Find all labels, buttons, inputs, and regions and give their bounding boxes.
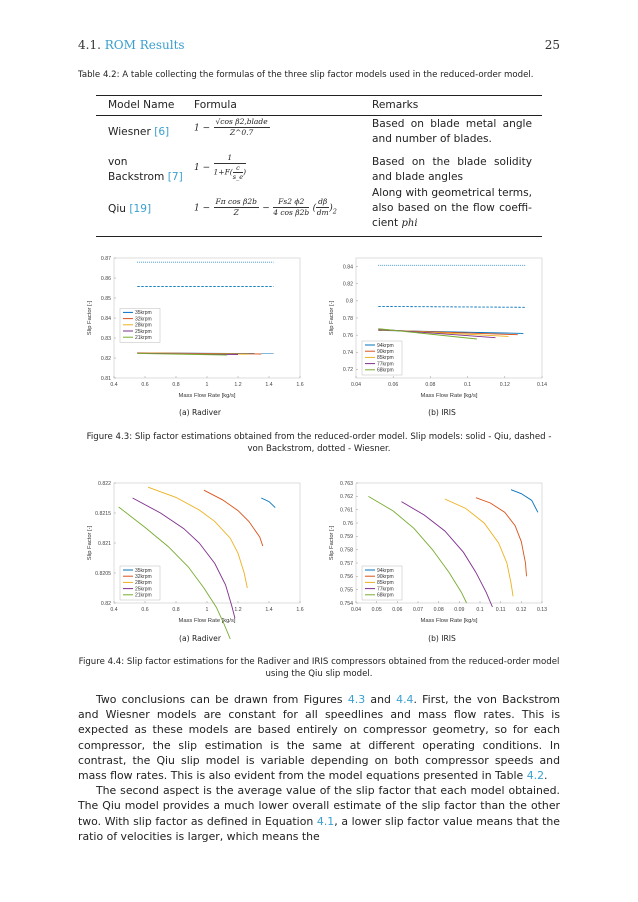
legend-label: 28krpm (135, 322, 152, 329)
table-row-qiu-remarks: Along with geometrical terms, also based on the flow coeffi-cient phi (372, 187, 533, 229)
y-tick-label: 0.72 (342, 367, 353, 374)
y-tick-label: 0.83 (100, 335, 111, 342)
table-caption: Table 4.2: A table collecting the formulas of the three slip factor models used in the reduced-order model. (78, 70, 534, 80)
legend-label: 32krpm (135, 574, 152, 580)
body-text (78, 692, 560, 844)
x-tick-label: 0.06 (388, 382, 399, 388)
y-tick-label: 0.86 (100, 275, 111, 282)
y-tick-label: 0.759 (340, 534, 353, 541)
y-axis-label: Slip Factor [-] (329, 300, 335, 336)
y-tick-label: 0.8 (345, 298, 353, 305)
fig43a-subcaption: (a) Radiver (179, 408, 221, 417)
table-row-qiu-name: Qiu [19] (108, 203, 152, 215)
legend-label: 25krpm (135, 328, 152, 335)
formula-qiu: 1 − $\frac{\text{Fπ cos β2b}}{Z}$ − $\frac{Fs2 \phi 2}{\text{4 cos β2b}}$ ( $\frac{d\beta}{dm}$ )$_2$ (194, 197, 337, 217)
y-axis-label: Slip Factor [-] (87, 300, 93, 336)
fig43b-subcaption: (b) IRIS (428, 408, 456, 417)
y-tick-label: 0.761 (340, 507, 353, 514)
x-tick-label: 0.8 (172, 607, 180, 613)
fig44a-subcaption: (a) Radiver (179, 634, 221, 643)
citation-link[interactable]: [6] (154, 126, 170, 138)
x-tick-label: 0.04 (350, 382, 362, 388)
y-tick-label: 0.82 (342, 281, 353, 288)
y-tick-label: 0.82 (100, 355, 111, 362)
x-tick-label: 0.13 (536, 607, 548, 613)
x-axis-label: Mass Flow Rate [kg/s] (178, 393, 236, 399)
fig44b-subcaption: (b) IRIS (428, 634, 456, 643)
running-header (78, 38, 560, 56)
x-tick-label: 0.1 (463, 382, 472, 388)
chart-fig43a-radiver-slip (82, 252, 308, 400)
table-mid-rule (96, 115, 542, 116)
figure-ref-link[interactable]: 4.3 (347, 693, 366, 706)
x-axis-label: Mass Flow Rate [kg/s] (420, 618, 478, 624)
x-tick-label: 0.08 (425, 382, 436, 388)
legend-label: 32krpm (135, 316, 152, 323)
y-axis-label: Slip Factor [-] (329, 525, 335, 561)
x-tick-label: 1.6 (296, 382, 304, 388)
y-tick-label: 0.756 (340, 574, 353, 581)
table-row-vonbackstrom-remarks: Based on the blade solidity and blade angles (372, 156, 532, 183)
x-tick-label: 0.11 (495, 607, 506, 613)
table-ref-link[interactable]: 4.2 (526, 769, 545, 783)
legend-label: 77krpm (377, 586, 394, 593)
formula-wiesner: 1 − $\frac{\text{√cos β2,blade}}{Z\^{}0.7}$ (194, 117, 268, 137)
legend-label: 21krpm (135, 335, 152, 341)
y-tick-label: 0.8205 (95, 570, 111, 577)
paragraph-1: Two conclusions can be drawn from Figures 4.3 and 4.4. First, the von Backstrom and Wiesner models are constant for all speedlines and mass flow rates. This is expected as these models are based entirely on compressor geometry, so for each compressor, the slip estimation is the same at different operating conditions. In contrast, the Qiu slip model is variable depending on both compressor speeds and mass flow rates. This is also evident from the model equations presented in Table 4.2. (78, 693, 561, 783)
table-top-rule (96, 95, 542, 96)
x-tick-label: 0.05 (371, 607, 382, 613)
fig43b-svg (324, 252, 550, 400)
y-tick-label: 0.755 (340, 587, 353, 594)
y-tick-label: 0.762 (340, 494, 353, 501)
y-axis-label: Slip Factor [-] (87, 525, 93, 561)
x-tick-label: 1 (205, 382, 209, 388)
table-header-formula: Formula (194, 99, 237, 111)
y-tick-label: 0.84 (342, 264, 353, 271)
fig44a-svg (82, 477, 308, 625)
legend-label: 35krpm (135, 567, 152, 574)
x-tick-label: 0.08 (433, 607, 444, 613)
x-tick-label: 1.4 (265, 607, 273, 613)
x-tick-label: 0.12 (499, 382, 510, 388)
legend-label: 68krpm (377, 367, 394, 374)
legend-label: 94krpm (377, 342, 394, 349)
section-heading: 4.1. ROM Results (78, 38, 185, 52)
table-row-wiesner-remarks: Based on blade metal angle and number of blades. (372, 118, 532, 145)
y-tick-label: 0.82 (100, 600, 111, 607)
y-tick-label: 0.84 (100, 315, 111, 322)
x-tick-label: 0.4 (110, 607, 118, 613)
y-tick-label: 0.87 (100, 255, 111, 262)
x-tick-label: 0.4 (110, 382, 118, 388)
x-tick-label: 1.6 (296, 607, 304, 613)
x-tick-label: 0.04 (350, 607, 362, 613)
formula-vonbackstrom: 1 − 1 1+F( $\frac{c}{s\_e}$ ) (194, 153, 247, 181)
legend-label: 35krpm (135, 310, 152, 317)
fig44b-svg (324, 477, 550, 625)
x-tick-label: 0.14 (536, 382, 548, 388)
y-tick-label: 0.81 (100, 375, 111, 382)
table-header-remarks: Remarks (372, 99, 419, 111)
y-tick-label: 0.76 (342, 332, 353, 339)
y-tick-label: 0.74 (342, 350, 353, 357)
phi-symbol: phi (401, 218, 418, 229)
y-tick-label: 0.8215 (95, 510, 111, 517)
legend-label: 68krpm (377, 592, 394, 599)
x-tick-label: 0.07 (412, 607, 424, 613)
y-tick-label: 0.754 (340, 600, 353, 607)
x-tick-label: 0.6 (141, 607, 149, 613)
figure-4-4-caption: Figure 4.4: Slip factor estimations for the Radiver and IRIS compressors obtained from the reduced-order model using the Qiu slip model. (78, 657, 560, 679)
legend-label: 94krpm (377, 567, 394, 574)
x-tick-label: 1.4 (265, 382, 273, 388)
x-axis-label: Mass Flow Rate [kg/s] (178, 618, 236, 624)
y-tick-label: 0.758 (340, 547, 353, 554)
citation-link[interactable]: [7] (167, 171, 183, 183)
y-tick-label: 0.757 (340, 560, 353, 567)
fig43a-svg (82, 252, 308, 400)
table-row-vonbackstrom-name: von Backstrom [7] (108, 156, 183, 183)
chart-fig43b-iris-slip (324, 252, 550, 400)
legend-label: 90krpm (377, 574, 394, 580)
x-tick-label: 0.09 (454, 607, 465, 613)
chart-fig44b-iris-qiu (324, 477, 550, 625)
x-tick-label: 1.2 (234, 607, 242, 613)
y-tick-label: 0.763 (340, 480, 353, 487)
x-tick-label: 0.8 (172, 382, 180, 388)
x-tick-label: 1.2 (234, 382, 242, 388)
table-row-wiesner-name: Wiesner [6] (108, 126, 170, 138)
legend-label: 28krpm (135, 580, 152, 587)
legend-label: 25krpm (135, 586, 152, 593)
x-tick-label: 0.1 (476, 607, 484, 613)
y-tick-label: 0.822 (98, 480, 111, 487)
page-number: 25 (544, 38, 560, 52)
legend-label: 21krpm (135, 592, 152, 599)
x-tick-label: 1 (205, 607, 209, 613)
y-tick-label: 0.85 (100, 295, 111, 302)
y-tick-label: 0.821 (98, 540, 111, 547)
x-tick-label: 0.12 (516, 607, 527, 613)
legend-label: 85krpm (377, 580, 394, 587)
x-tick-label: 0.6 (141, 382, 149, 388)
x-axis-label: Mass Flow Rate [kg/s] (420, 393, 478, 399)
y-tick-label: 0.76 (342, 520, 353, 527)
figure-ref-link[interactable]: 4.4 (396, 693, 414, 706)
legend-label: 90krpm (377, 349, 394, 355)
x-tick-label: 0.06 (392, 607, 403, 613)
table-bottom-rule (96, 236, 542, 237)
table-header-model: Model Name (108, 99, 175, 111)
equation-ref-link[interactable]: 4.1 (316, 814, 335, 828)
citation-link[interactable]: [19] (129, 203, 152, 215)
figure-4-3-caption: Figure 4.3: Slip factor estimations obtained from the reduced-order model. Slip models: solid - Qiu, dashed - von Backstrom, dotted - Wiesner. (86, 432, 552, 454)
paragraph-2: The second aspect is the average value of the slip factor that each model obtained. The Qiu model provides a much lower overall estimate of the slip factor than the other two. With slip factor as defined in Equation 4.1, a lower slip factor value means that the ratio of velocities is larger, which means the (78, 784, 560, 843)
chart-fig44a-radiver-qiu (82, 477, 308, 625)
legend-label: 85krpm (377, 355, 394, 362)
y-tick-label: 0.78 (342, 315, 353, 322)
legend-label: 77krpm (377, 361, 394, 368)
